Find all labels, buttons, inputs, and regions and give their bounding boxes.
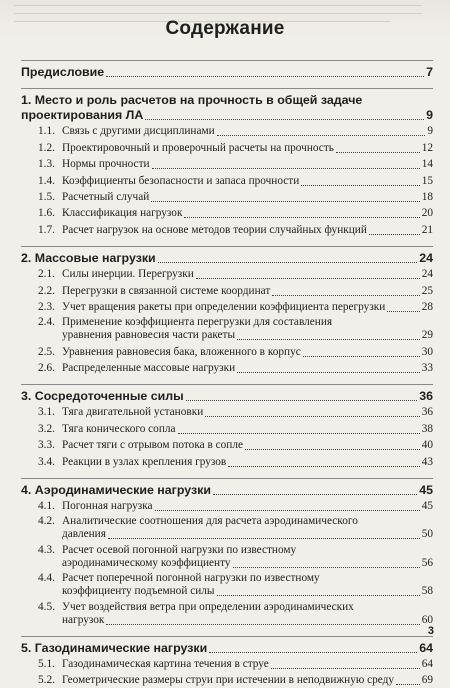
toc-chapter-title: 4. Аэродинамические нагрузки bbox=[21, 482, 211, 497]
dot-leader bbox=[151, 201, 419, 202]
toc-section-number: 1.2. bbox=[38, 141, 55, 154]
toc-page-number: 50 bbox=[421, 528, 433, 541]
toc-section-number: 2.3. bbox=[38, 300, 55, 313]
toc-page-number: 24 bbox=[421, 268, 433, 281]
toc-page-number: 18 bbox=[421, 190, 433, 203]
dot-leader bbox=[272, 295, 419, 296]
dot-leader bbox=[158, 262, 418, 263]
toc-section-number: 1.6. bbox=[38, 207, 55, 220]
toc-page-number: 9 bbox=[427, 125, 433, 138]
toc-section-number: 3.1. bbox=[38, 406, 55, 419]
dot-leader bbox=[106, 624, 419, 625]
dot-leader bbox=[301, 185, 419, 186]
toc-section-number: 3.2. bbox=[38, 422, 55, 435]
toc-page-number: 36 bbox=[421, 406, 433, 419]
toc-section-title: Уравнения равновесия бака, вложенного в корпус bbox=[62, 345, 301, 358]
toc-page-number: 56 bbox=[421, 556, 433, 569]
toc-page-number: 15 bbox=[421, 174, 433, 187]
dot-leader bbox=[184, 217, 419, 218]
toc-section-row[interactable] bbox=[21, 316, 433, 343]
toc-page-number: 60 bbox=[421, 613, 433, 626]
dot-leader bbox=[205, 416, 419, 417]
toc-page-number: 58 bbox=[421, 585, 433, 598]
toc-chapter-4 bbox=[21, 478, 433, 628]
toc-section-title-continued: аэродинамическому коэффициенту bbox=[62, 556, 231, 569]
toc-section-title-continued: уравнения равновесия части ракеты bbox=[62, 329, 236, 342]
toc-section-title: Аналитические соотношения для расчета аэродинамического bbox=[62, 515, 358, 528]
dot-leader bbox=[387, 311, 419, 312]
toc-section-title: Учет вращения ракеты при определении коэффициента перегрузки bbox=[62, 300, 386, 313]
toc-chapter-title: 3. Сосредоточенные силы bbox=[21, 389, 184, 404]
toc-section-number: 4.5. bbox=[38, 600, 55, 613]
toc-section-row[interactable] bbox=[21, 455, 433, 470]
toc-section-number: 3.3. bbox=[38, 439, 55, 452]
toc-page-number: 24 bbox=[419, 250, 433, 265]
toc-section-number: 1.7. bbox=[38, 223, 55, 236]
toc-section-row[interactable] bbox=[21, 657, 433, 672]
toc-chapter-5 bbox=[21, 636, 433, 688]
toc-section-row[interactable] bbox=[21, 515, 433, 542]
toc-chapter-3 bbox=[21, 384, 433, 470]
toc-section-title: Тяга конического сопла bbox=[62, 422, 176, 435]
dot-leader bbox=[336, 152, 420, 153]
toc-section-title: Тяга двигательной установки bbox=[62, 406, 204, 419]
toc-page-number: 30 bbox=[421, 345, 433, 358]
toc-section-row[interactable] bbox=[21, 267, 433, 282]
toc-page-number: 69 bbox=[421, 674, 433, 687]
toc-section-row[interactable] bbox=[21, 361, 433, 376]
dot-leader bbox=[228, 466, 419, 467]
toc-section-row[interactable] bbox=[21, 673, 433, 688]
dot-leader bbox=[233, 567, 420, 568]
toc-page-number: 9 bbox=[426, 108, 433, 122]
toc-section-title: Учет воздействия ветра при определении аэродинамических bbox=[62, 600, 354, 613]
dot-leader bbox=[217, 135, 426, 136]
toc-chapter-row[interactable] bbox=[21, 482, 433, 498]
toc-page-number: 12 bbox=[421, 141, 433, 154]
toc-section-number: 4.2. bbox=[38, 515, 55, 528]
dot-leader bbox=[271, 668, 420, 669]
toc-section-number: 4.4. bbox=[38, 572, 55, 585]
toc-section-row[interactable] bbox=[21, 223, 433, 238]
toc-section-title: Классификация нагрузок bbox=[62, 207, 183, 220]
toc-page-number: 33 bbox=[421, 362, 433, 375]
dot-leader bbox=[209, 652, 417, 653]
toc-section-row[interactable] bbox=[21, 174, 433, 189]
toc-page-number: 36 bbox=[419, 389, 433, 404]
dot-leader bbox=[106, 76, 424, 77]
toc-section-title: Проектировочный и проверочный расчеты на прочность bbox=[62, 141, 334, 154]
dot-leader bbox=[178, 433, 420, 434]
toc-section-number: 5.2. bbox=[38, 674, 55, 687]
toc-section-title-continued: нагрузок bbox=[62, 613, 105, 626]
dot-leader bbox=[245, 449, 420, 450]
toc-page-number: 43 bbox=[421, 455, 433, 468]
toc-section-row[interactable] bbox=[21, 438, 433, 453]
toc-chapter-2 bbox=[21, 246, 433, 376]
toc-section-title: Нормы прочности bbox=[62, 158, 150, 171]
toc-page-number: 7 bbox=[426, 65, 433, 79]
toc-section-title-continued: коэффициенту подъемной силы bbox=[62, 585, 215, 598]
toc-section-number: 2.5. bbox=[38, 345, 55, 358]
toc-section-row[interactable] bbox=[21, 601, 433, 628]
toc-section-number: 2.6. bbox=[38, 362, 55, 375]
toc-page-number: 45 bbox=[419, 482, 433, 497]
toc-section-number: 1.1. bbox=[38, 125, 55, 138]
toc-chapter-title: 1. Место и роль расчетов на прочность в общей задаче bbox=[21, 93, 363, 107]
toc-section-number: 3.4. bbox=[38, 455, 55, 468]
toc-section-row[interactable] bbox=[21, 190, 433, 205]
toc-chapter-title-continued: проектирования ЛА bbox=[21, 108, 144, 122]
toc-chapter-row[interactable] bbox=[21, 640, 433, 656]
toc-chapter-row[interactable] bbox=[21, 64, 433, 80]
toc-section-number: 2.1. bbox=[38, 268, 55, 281]
toc-section-row[interactable] bbox=[21, 157, 433, 172]
dot-leader bbox=[145, 119, 424, 120]
dot-leader bbox=[303, 356, 420, 357]
toc-section-number: 4.3. bbox=[38, 543, 55, 556]
dot-leader bbox=[237, 372, 420, 373]
toc-section-number: 2.4. bbox=[38, 316, 55, 329]
toc-section-number: 1.4. bbox=[38, 174, 55, 187]
toc-page-number: 29 bbox=[421, 329, 433, 342]
dot-leader bbox=[152, 168, 420, 169]
toc-page-number: 28 bbox=[421, 300, 433, 313]
toc-section-title: Перегрузки в связанной системе координат bbox=[62, 284, 271, 297]
toc-section-title: Погонная нагрузка bbox=[62, 500, 153, 513]
toc-section-number: 5.1. bbox=[38, 657, 55, 670]
toc-chapter-1 bbox=[21, 88, 433, 238]
toc-section-number: 1.3. bbox=[38, 158, 55, 171]
toc-chapter-row[interactable] bbox=[21, 92, 433, 123]
toc-section-number: 4.1. bbox=[38, 500, 55, 513]
toc-section-title: Реакции в узлах крепления грузов bbox=[62, 455, 227, 468]
toc-section-number: 1.5. bbox=[38, 190, 55, 203]
toc-section-row[interactable] bbox=[21, 345, 433, 360]
page-title: Содержание bbox=[165, 18, 285, 39]
dot-leader bbox=[213, 494, 417, 495]
toc-section-row[interactable] bbox=[21, 284, 433, 299]
table-of-contents bbox=[21, 60, 433, 688]
toc-section-title: Распределенные массовые нагрузки bbox=[62, 362, 236, 375]
toc-section-title: Расчет нагрузок на основе методов теории случайных функций bbox=[62, 223, 367, 236]
toc-section-title: Геометрические размеры струи при истечении в неподвижную среду bbox=[62, 674, 395, 687]
toc-chapter-title: Предисловие bbox=[21, 65, 105, 79]
toc-section-title: Применение коэффициента перегрузки для составления bbox=[62, 316, 333, 329]
dot-leader bbox=[217, 595, 420, 596]
toc-chapter-row[interactable] bbox=[21, 250, 433, 266]
page-number: 3 bbox=[427, 625, 434, 637]
dot-leader bbox=[186, 400, 418, 401]
toc-page-number: 14 bbox=[421, 158, 433, 171]
toc-section-title: Расчет поперечной погонной нагрузки по известному bbox=[62, 572, 320, 585]
toc-section-title: Расчет тяги с отрывом потока в сопле bbox=[62, 439, 243, 452]
toc-section-title: Расчет осевой погонной нагрузки по известному bbox=[62, 543, 297, 556]
toc-page-number: 40 bbox=[421, 439, 433, 452]
toc-section-row[interactable] bbox=[21, 405, 433, 420]
toc-section-title: Связь с другими дисциплинами bbox=[62, 125, 215, 138]
toc-page-number: 21 bbox=[421, 223, 433, 236]
toc-chapter-preface bbox=[21, 60, 433, 80]
toc-page-number: 25 bbox=[421, 284, 433, 297]
toc-section-row[interactable] bbox=[21, 572, 433, 599]
toc-chapter-title: 2. Массовые нагрузки bbox=[21, 250, 156, 265]
toc-section-row[interactable] bbox=[21, 141, 433, 156]
toc-page-number: 45 bbox=[421, 500, 433, 513]
dot-leader bbox=[369, 234, 420, 235]
toc-page-number: 20 bbox=[421, 207, 433, 220]
toc-section-title: Коэффициенты безопасности и запаса прочности bbox=[62, 174, 300, 187]
dot-leader bbox=[196, 278, 420, 279]
toc-page-number: 64 bbox=[419, 640, 433, 655]
toc-section-title: Силы инерции. Перегрузки bbox=[62, 268, 194, 281]
dot-leader bbox=[155, 510, 420, 511]
toc-section-row[interactable] bbox=[21, 499, 433, 514]
toc-section-row[interactable] bbox=[21, 206, 433, 221]
toc-page-number: 64 bbox=[421, 657, 433, 670]
toc-section-row[interactable] bbox=[21, 422, 433, 437]
toc-section-row[interactable] bbox=[21, 300, 433, 315]
toc-page-number: 38 bbox=[421, 422, 433, 435]
toc-chapter-row[interactable] bbox=[21, 388, 433, 404]
toc-section-number: 2.2. bbox=[38, 284, 55, 297]
toc-chapter-title: 5. Газодинамические нагрузки bbox=[21, 640, 208, 655]
toc-section-row[interactable] bbox=[21, 124, 433, 139]
toc-section-row[interactable] bbox=[21, 544, 433, 571]
dot-leader bbox=[237, 339, 420, 340]
toc-section-title-continued: давления bbox=[62, 528, 106, 541]
dot-leader bbox=[396, 684, 420, 685]
toc-section-title: Газодинамическая картина течения в струе bbox=[62, 657, 269, 670]
dot-leader bbox=[108, 538, 420, 539]
toc-section-title: Расчетный случай bbox=[62, 190, 150, 203]
